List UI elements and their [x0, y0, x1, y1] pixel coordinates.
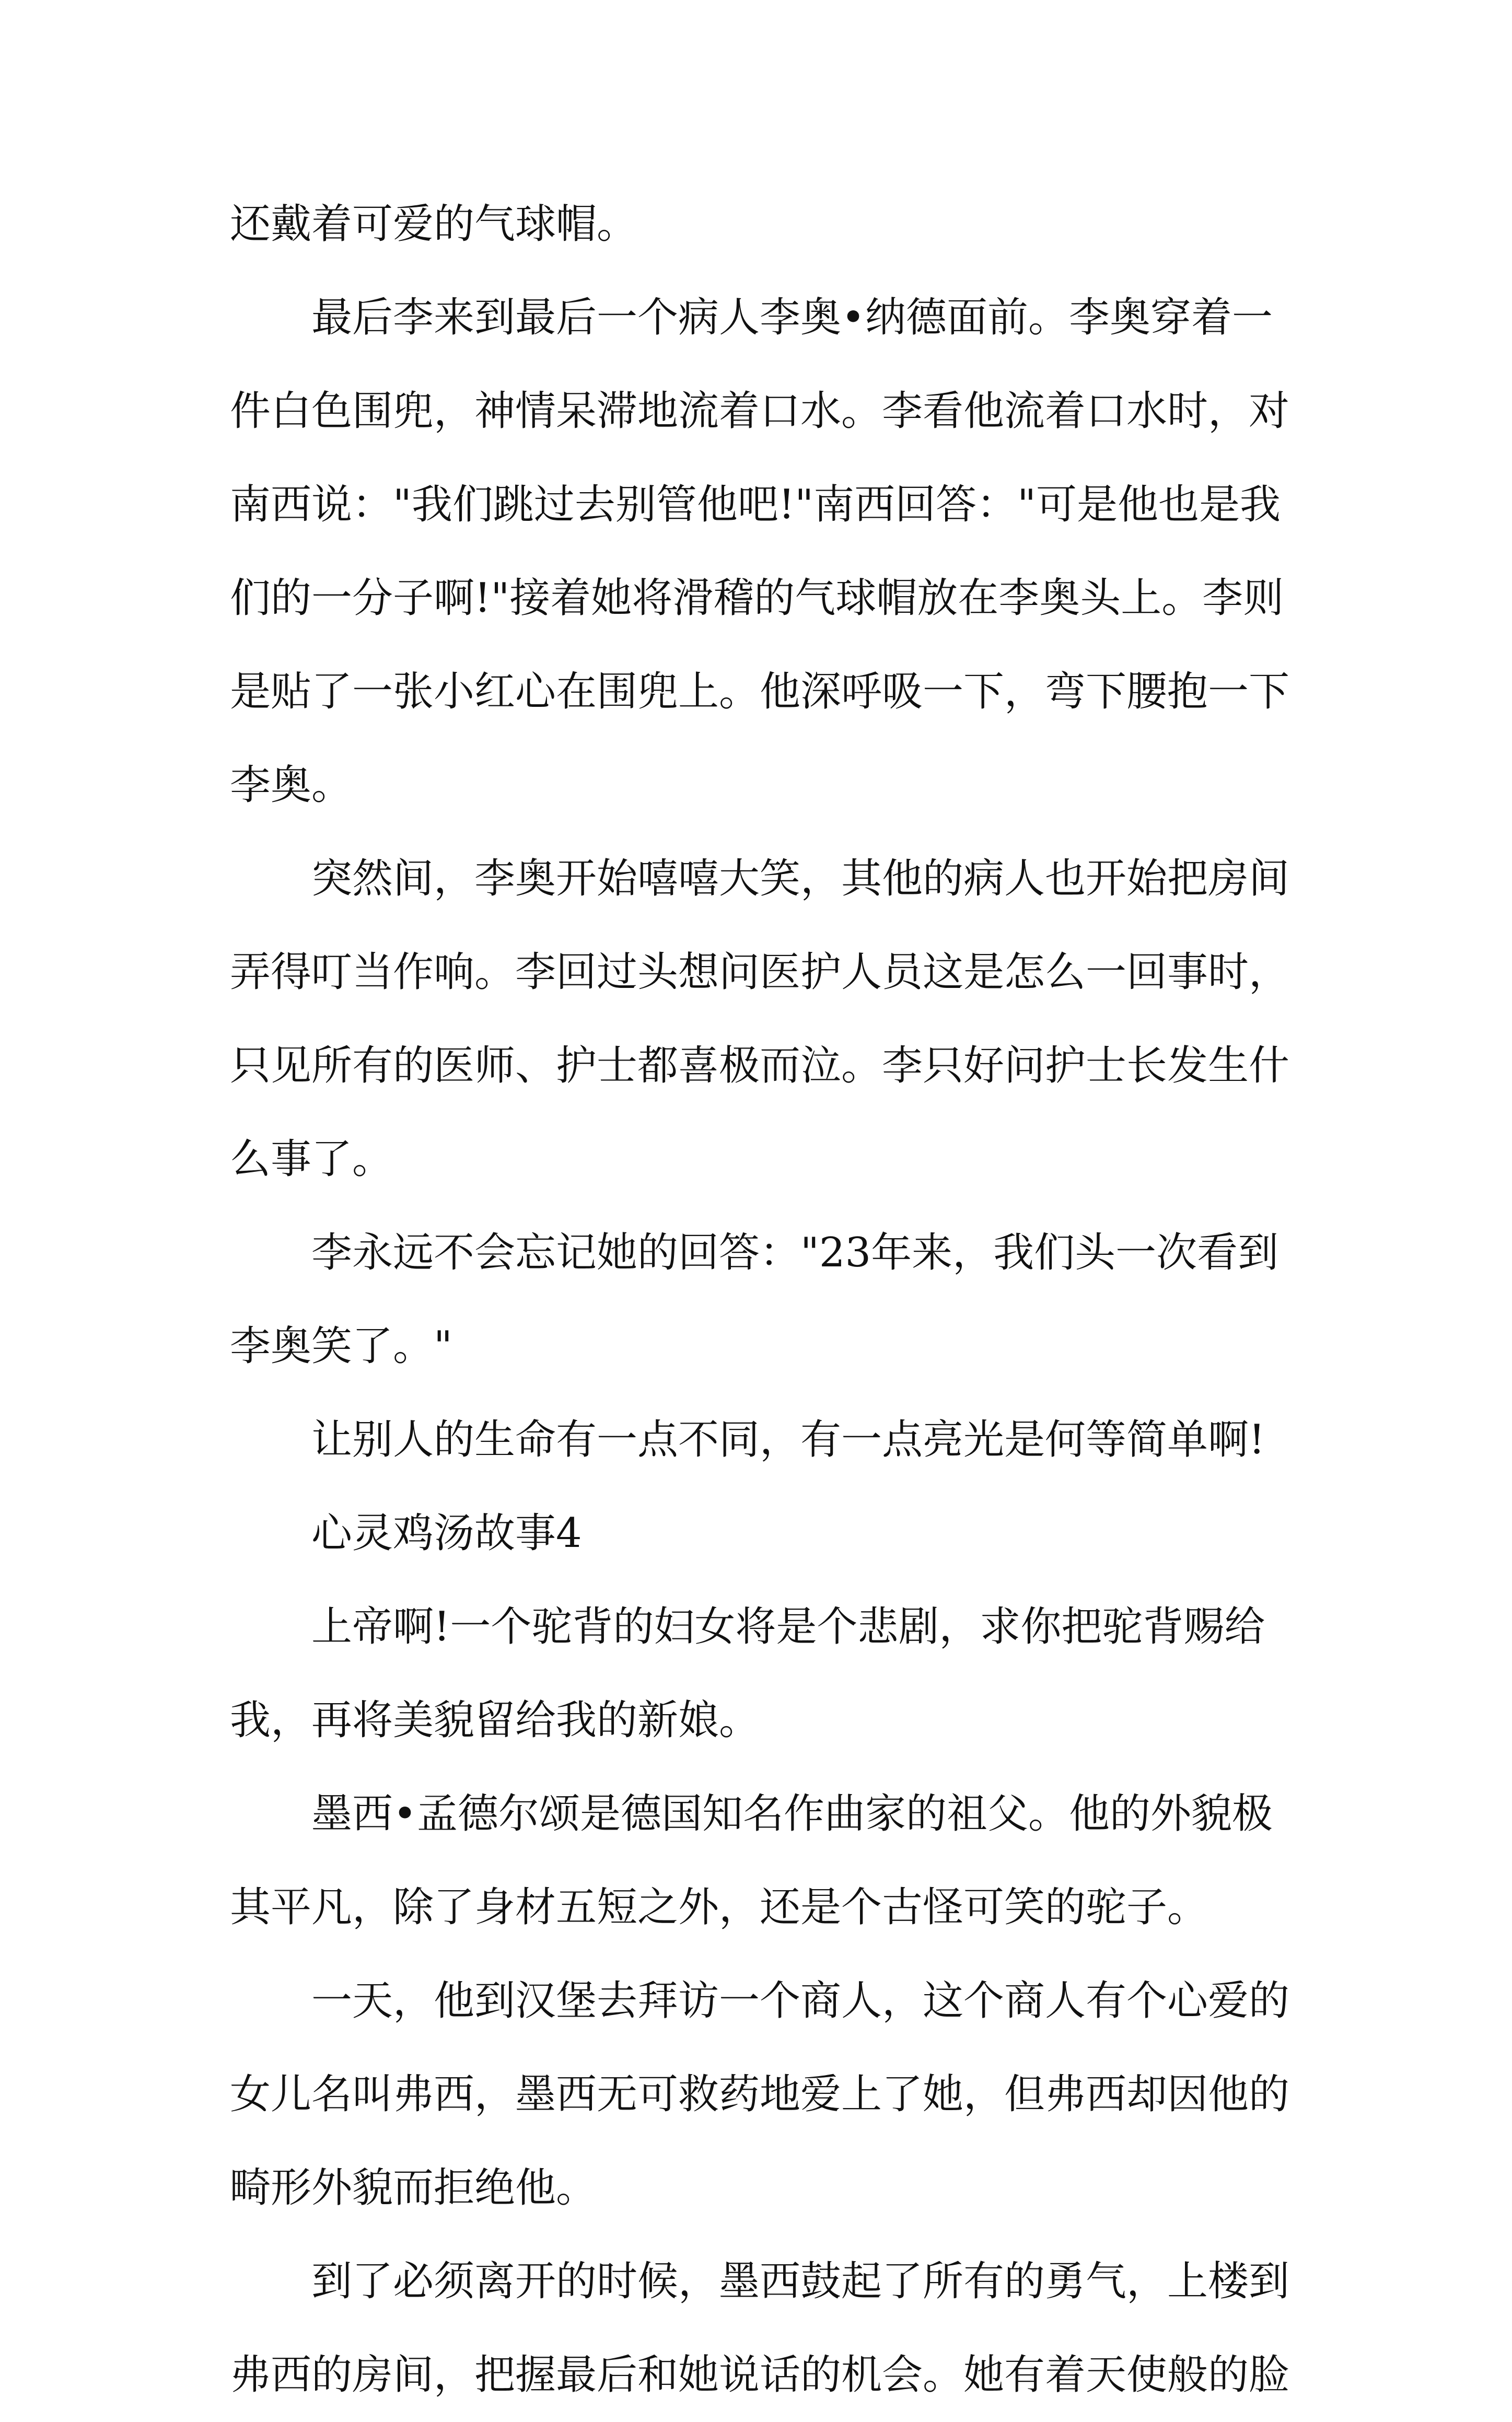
text-line: 弗西的房间，把握最后和她说话的机会。她有着天使般的脸 [230, 2351, 1290, 2398]
section-heading: 心灵鸡汤故事4 [311, 1510, 582, 1557]
text-line: 么事了。 [230, 1136, 393, 1183]
text-line: 女儿名叫弗西，墨西无可救药地爱上了她，但弗西却因他的 [230, 2071, 1290, 2118]
text-line: 其平凡，除了身材五短之外，还是个古怪可笑的驼子。 [230, 1884, 1208, 1931]
text-line: 上帝啊!一个驼背的妇女将是个悲剧，求你把驼背赐给 [311, 1603, 1265, 1650]
text-line: 让别人的生命有一点不同，有一点亮光是何等简单啊! [311, 1416, 1265, 1463]
text-line: 李永远不会忘记她的回答："23年来，我们头一次看到 [311, 1229, 1279, 1276]
text-line: 最后李来到最后一个病人李奥•纳德面前。李奥穿着一 [311, 294, 1273, 341]
text-line: 突然间，李奥开始嘻嘻大笑，其他的病人也开始把房间 [311, 855, 1290, 902]
text-line: 一天，他到汉堡去拜访一个商人，这个商人有个心爱的 [311, 1977, 1290, 2024]
document-body [230, 178, 1296, 2422]
text-line: 墨西•孟德尔颂是德国知名作曲家的祖父。他的外貌极 [311, 1790, 1273, 1837]
text-line: 只见所有的医师、护士都喜极而泣。李只好问护士长发生什 [230, 1042, 1290, 1089]
text-line: 我，再将美貌留给我的新娘。 [230, 1697, 760, 1744]
text-line: 到了必须离开的时候，墨西鼓起了所有的勇气，上楼到 [311, 2258, 1290, 2305]
text-line: 南西说："我们跳过去别管他吧!"南西回答："可是他也是我 [230, 481, 1281, 528]
text-line: 畸形外貌而拒绝他。 [230, 2164, 597, 2211]
text-line: 李奥笑了。" [230, 1323, 452, 1370]
text-line: 还戴着可爱的气球帽。 [230, 201, 638, 248]
text-line: 件白色围兜，神情呆滞地流着口水。李看他流着口水时，对 [230, 388, 1290, 435]
text-line: 是贴了一张小红心在围兜上。他深呼吸一下，弯下腰抱一下 [230, 668, 1290, 715]
text-line: 弄得叮当作响。李回过头想问医护人员这是怎么一回事时， [230, 949, 1290, 996]
text-line: 们的一分子啊!"接着她将滑稽的气球帽放在李奥头上。李则 [230, 575, 1284, 622]
text-line: 李奥。 [230, 762, 353, 809]
